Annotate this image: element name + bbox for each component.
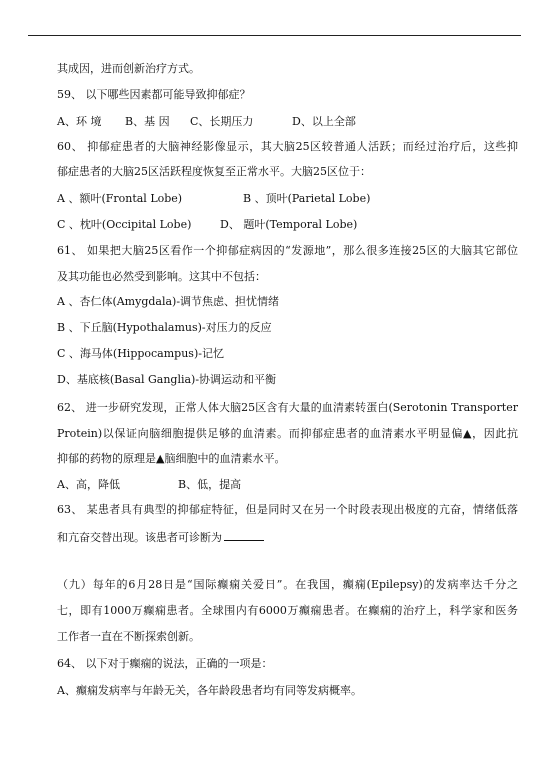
question-63-line-2 xyxy=(57,529,527,545)
section-9-line-3: 工作者一直在不断探索创新。 xyxy=(57,630,200,643)
question-59: 59、 以下哪些因素都可能导致抑郁症？ xyxy=(57,88,251,101)
question-64: 64、 以下对于癫痫的说法，正确的一项是： xyxy=(57,657,273,670)
q60-option-c: C 、枕叶(Occipital Lobe) xyxy=(57,218,192,231)
question-62-line-3: 抑郁的药物的原理是▲脑细胞中的血清素水平。 xyxy=(57,452,286,465)
question-63-text: 和亢奋交替出现。该患者可诊断为 xyxy=(57,531,222,544)
section-9-line-2: 七，即有1000万癫痫患者。全球围内有6000万癫痫患者。在癫痫的治疗上，科学家和医务 xyxy=(57,604,518,617)
q61-option-d: D、基底核(Basal Ganglia)-协调运动和平衡 xyxy=(57,373,277,386)
question-62-line-1: 62、 进一步研究发现，正常人体大脑25区含有大量的血清素转蛋白(Serotonin Transporter xyxy=(57,401,518,414)
question-62-line-2: Protein)以保证向脑细胞提供足够的血清素。而抑郁症患者的血清素水平明显偏▲，因此抗 xyxy=(57,427,518,440)
q61-option-b: B 、下丘脑(Hypothalamus)-对压力的反应 xyxy=(57,321,272,334)
header-rule xyxy=(28,35,521,36)
q62-option-b: B、低，提高 xyxy=(178,478,242,491)
q60-option-b: B 、顶叶(Parietal Lobe) xyxy=(243,192,371,205)
answer-blank xyxy=(224,529,264,541)
question-60-line-2: 郁症患者的大脑25区活跃程度恢复至正常水平。大脑25区位于： xyxy=(57,165,371,178)
q59-option-d: D、以上全部 xyxy=(292,115,356,128)
question-61-line-1: 61、 如果把大脑25区看作一个抑郁症病因的“发源地”，那么很多连接25区的大脑其它部位 xyxy=(57,244,518,257)
q60-option-d: D、 题叶(Temporal Lobe) xyxy=(220,218,358,231)
q61-option-a: A 、杏仁体(Amygdala)-调节焦虑、担忧情绪 xyxy=(57,295,280,308)
section-9-line-1: （九）每年的6月28日是“国际癫痫关爱日”。在我国，癫痫(Epilepsy)的发病率达千分之 xyxy=(57,578,518,591)
question-61-line-2: 及其功能也必然受到影响。这其中不包括： xyxy=(57,270,266,283)
q59-option-c: C、长期压力 xyxy=(190,115,254,128)
q61-option-c: C 、海马体(Hippocampus)-记忆 xyxy=(57,347,224,360)
question-60-line-1: 60、 抑郁症患者的大脑神经影像显示，其大脑25区较普通人活跃；而经过治疗后，这些抑 xyxy=(57,140,518,153)
question-63-line-1: 63、 某患者具有典型的抑郁症特征，但是同时又在另一个时段表现出极度的亢奋，情绪低落 xyxy=(57,503,518,516)
q59-option-b: B、基 因 xyxy=(125,115,170,128)
q62-option-a: A、高，降低 xyxy=(57,478,120,491)
q59-option-a: A、环 境 xyxy=(57,115,102,128)
q64-option-a: A、癫痫发病率与年龄无关，各年龄段患者均有同等发病概率。 xyxy=(57,684,362,697)
q60-option-a: A 、额叶(Frontal Lobe) xyxy=(57,192,183,205)
text-line-continuation: 其成因，进而创新治疗方式。 xyxy=(57,62,200,75)
